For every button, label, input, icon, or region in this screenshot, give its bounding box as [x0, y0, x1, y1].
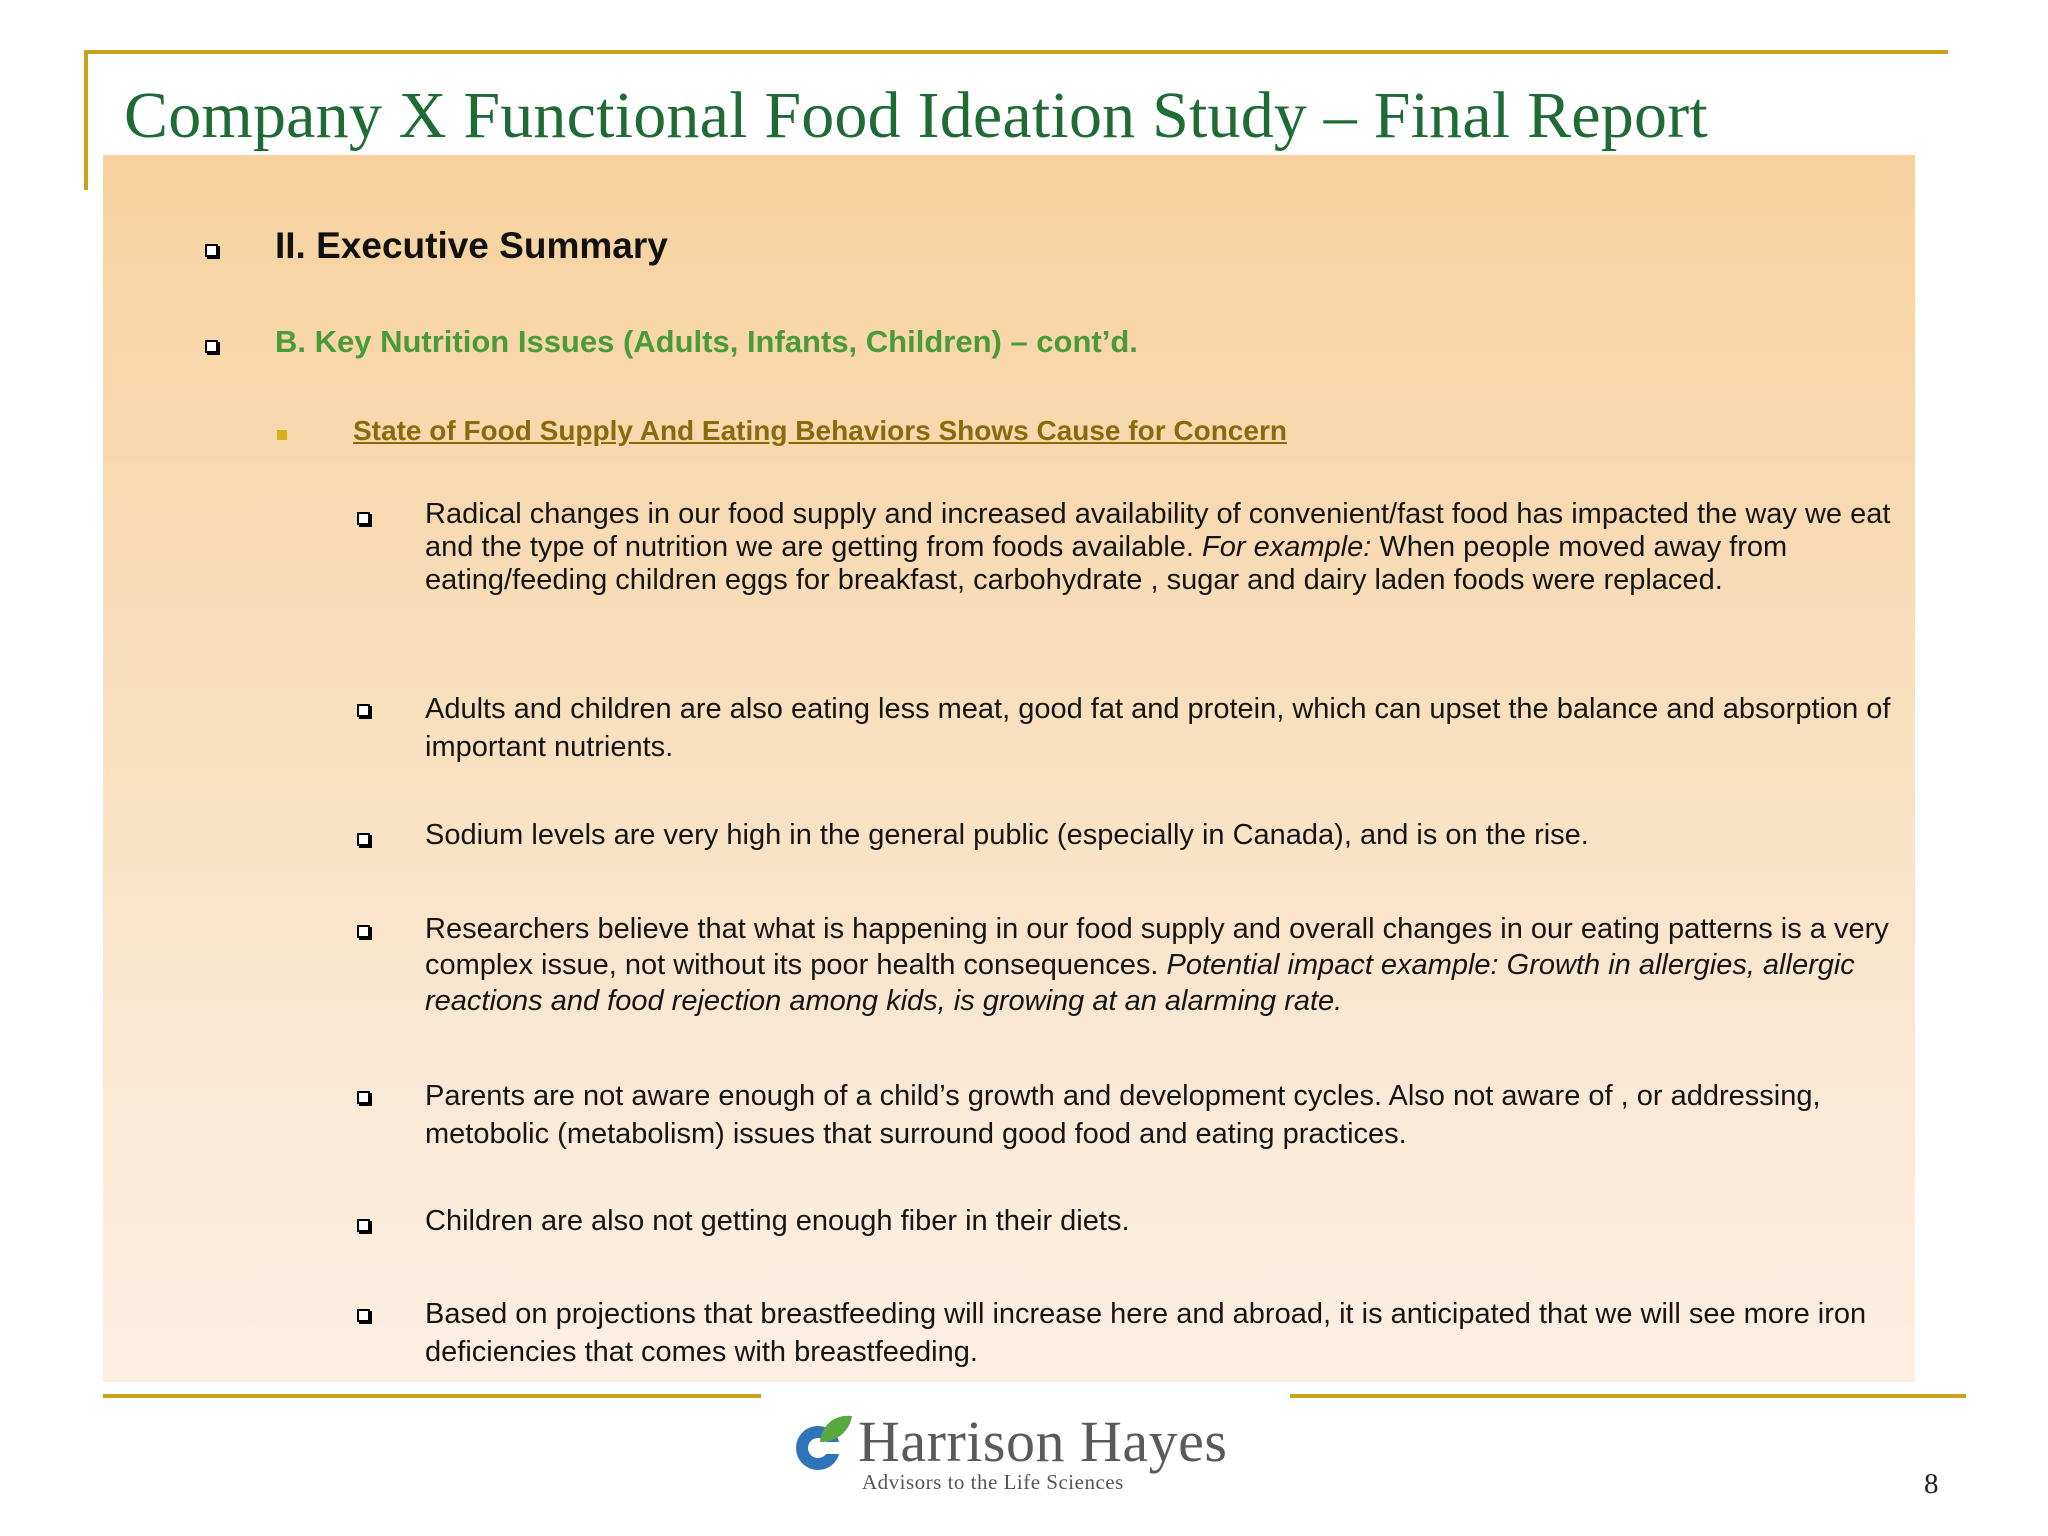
logo-name: Harrison Hayes [858, 1409, 1228, 1474]
checkbox-bullet-icon [357, 925, 370, 938]
bullet-item: Based on projections that breastfeeding will increase here and abroad, it is anticipated that we will see more iron deficiencies that comes with breastfeeding. [425, 1298, 1867, 1368]
bullet-item: Sodium levels are very high in the general public (especially in Canada), and is on the rise. [425, 819, 1589, 851]
leaf-logo-icon [790, 1412, 854, 1474]
logo-tagline: Advisors to the Life Sciences [862, 1470, 1124, 1494]
bullet-item: Parents are not aware enough of a child’s growth and development cycles. Also not aware of , or addressing, metobolic (metabolism) issues that surround good food and eating practices. [425, 1080, 1821, 1150]
section-heading: II. Executive Summary [275, 225, 668, 266]
company-logo [790, 1408, 1270, 1498]
checkbox-bullet-icon [357, 833, 370, 846]
square-bullet-icon [277, 430, 287, 440]
footer-rule-left [103, 1394, 761, 1398]
bullet-item: Researchers believe that what is happening in our food supply and overall changes in our eating patterns is a very complex issue, not without its poor health consequences. Potential impact example: Growth in allergies, allergic reactions and food rejection among kids, is growing at an alarming rate. [425, 913, 1889, 1017]
checkbox-bullet-icon [357, 1219, 370, 1232]
checkbox-bullet-icon [357, 512, 370, 525]
topic-heading: State of Food Supply And Eating Behaviors Shows Cause for Concern [353, 415, 1287, 446]
bullet-item: Adults and children are also eating less meat, good fat and protein, which can upset the balance and absorption of important nutrients. [425, 693, 1891, 763]
footer-rule-right [1290, 1394, 1966, 1398]
slide-title: Company X Functional Food Ideation Study – Final Report [124, 79, 1708, 152]
bullet-item: Radical changes in our food supply and increased availability of convenient/fast food has impacted the way we eat and the type of nutrition we are getting from foods available. For example: When people moved away from eating/feeding children eggs for breakfast, carbohydrate , sugar and dairy laden foods were replaced. [425, 498, 1891, 596]
checkbox-bullet-icon [205, 340, 218, 353]
checkbox-bullet-icon [357, 704, 370, 717]
checkbox-bullet-icon [357, 1309, 370, 1322]
checkbox-bullet-icon [357, 1091, 370, 1104]
subsection-heading: B. Key Nutrition Issues (Adults, Infants, Children) – cont’d. [275, 324, 1138, 359]
left-border [84, 50, 88, 190]
page-number: 8 [1924, 1468, 1939, 1500]
top-border [86, 50, 1948, 54]
checkbox-bullet-icon [205, 244, 218, 257]
bullet-item: Children are also not getting enough fiber in their diets. [425, 1205, 1130, 1237]
